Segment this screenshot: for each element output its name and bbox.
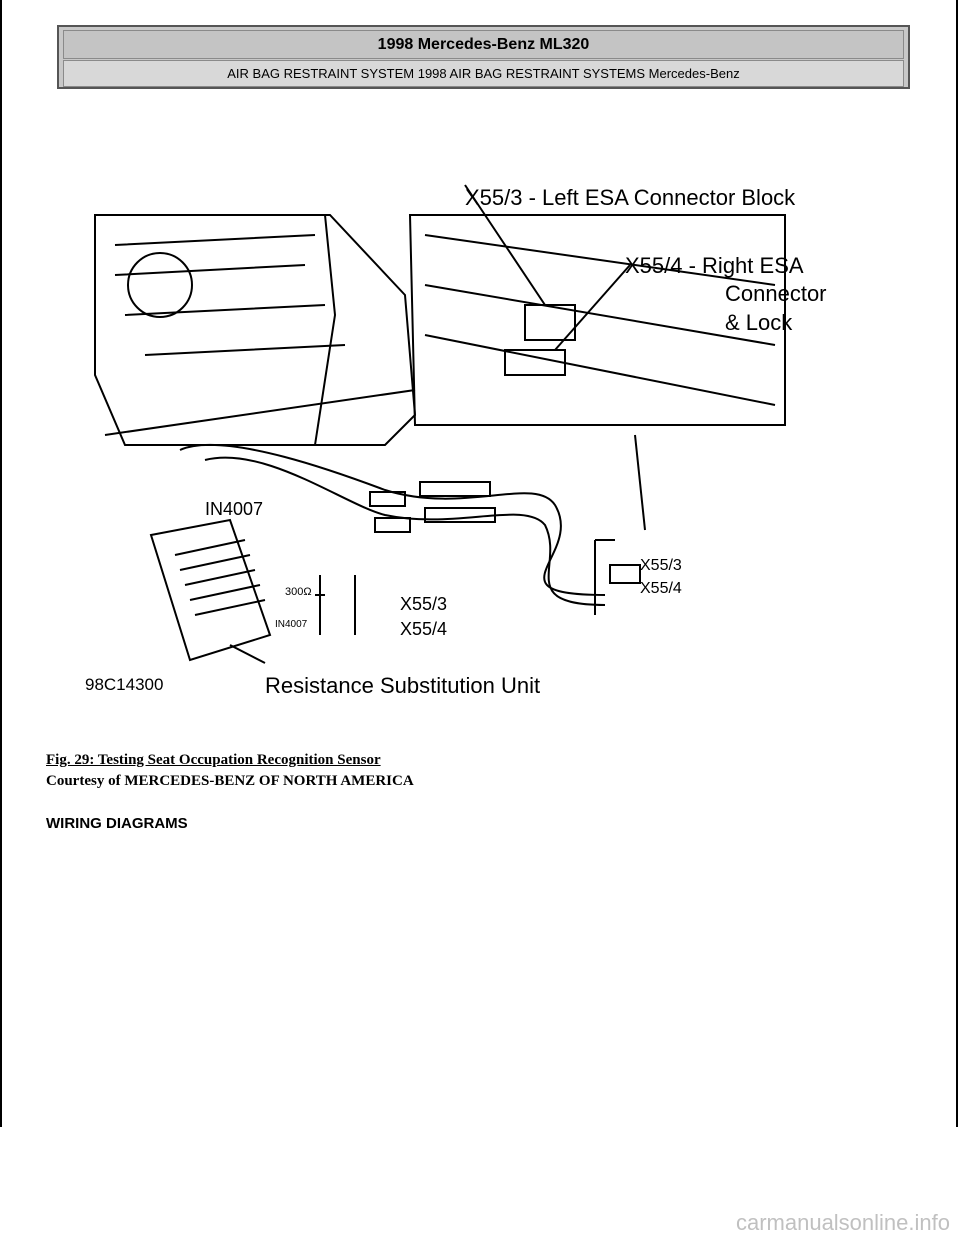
label-diode: IN4007 (205, 499, 264, 519)
leader-unit (230, 645, 265, 663)
cable-sleeve-a (420, 482, 490, 496)
leader-plug (635, 435, 645, 530)
resistance-unit-box (151, 520, 270, 660)
label-figure-id: 98C14300 (85, 675, 164, 694)
floor-line (105, 390, 415, 435)
figure-caption: Fig. 29: Testing Seat Occupation Recognition Sensor (46, 752, 381, 768)
label-plug-a: X55/3 (640, 557, 682, 574)
door-frame (315, 215, 335, 445)
header-subtitle: AIR BAG RESTRAINT SYSTEM 1998 AIR BAG RESTRAINT SYSTEMS Mercedes-Benz (63, 60, 904, 87)
label-left-connector: X55/3 - Left ESA Connector Block (465, 185, 796, 210)
section-heading: WIRING DIAGRAMS (46, 815, 188, 832)
footer-strip (0, 1127, 960, 1242)
label-schem-diode: IN4007 (275, 619, 308, 630)
label-schem-b: X55/4 (400, 619, 448, 639)
watermark-text: carmanualsonline.info (735, 1210, 950, 1235)
cable-plug-b (375, 518, 410, 532)
leader-right (555, 265, 630, 350)
dashboard-outline (95, 215, 415, 445)
schematic (315, 575, 355, 635)
steering-wheel (128, 253, 192, 317)
label-unit: Resistance Substitution Unit (265, 673, 541, 698)
resistance-unit-rows (175, 540, 265, 615)
header-title: 1998 Mercedes-Benz ML320 (63, 30, 904, 59)
label-right-line3: & Lock (725, 310, 793, 335)
figure-courtesy: Courtesy of MERCEDES-BENZ OF NORTH AMERICA (46, 773, 414, 789)
label-schem-a: X55/3 (400, 594, 448, 614)
test-plug (610, 565, 640, 583)
label-right-line1: X55/4 - Right ESA (625, 253, 804, 278)
dashboard-lines (115, 235, 345, 355)
label-plug-b: X55/4 (640, 580, 682, 597)
label-ohm: 300Ω (285, 586, 312, 598)
plug-bracket (595, 540, 615, 615)
figure-illustration (85, 175, 875, 710)
label-right-line2: Connector (725, 281, 827, 306)
illustration-svg (85, 175, 875, 710)
document-header (57, 25, 910, 89)
